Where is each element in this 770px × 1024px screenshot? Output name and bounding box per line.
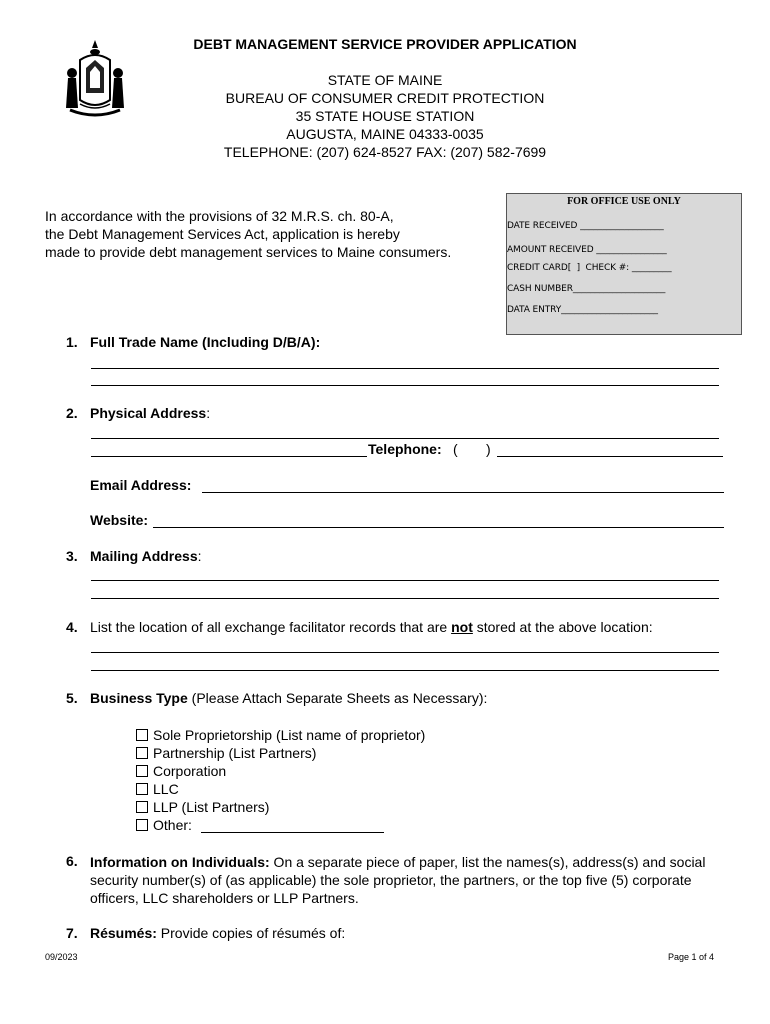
- item-5-number: 5.: [66, 690, 78, 706]
- agency-block: [150, 71, 620, 161]
- agency-line: BUREAU OF CONSUMER CREDIT PROTECTION: [225, 90, 545, 106]
- agency-line: AUGUSTA, MAINE 04333-0035: [286, 126, 484, 142]
- option-corporation[interactable]: [136, 762, 226, 780]
- item-5-label: [90, 690, 487, 706]
- resumes-text: Provide copies of résumés of:: [156, 925, 346, 941]
- colon: :: [206, 405, 211, 421]
- checkbox-icon[interactable]: [136, 801, 148, 813]
- intro-line: In accordance with the provisions of 32 M.R.S. ch. 80-A,: [45, 208, 394, 224]
- item-4-emphasis: not: [451, 619, 473, 635]
- intro-paragraph: [45, 207, 490, 261]
- option-partnership[interactable]: [136, 744, 316, 762]
- website-line[interactable]: [153, 527, 724, 528]
- colon: :: [197, 548, 202, 564]
- option-label: Partnership (List Partners): [153, 745, 317, 761]
- trade-name-line-1[interactable]: [91, 368, 719, 369]
- option-llp[interactable]: [136, 798, 269, 816]
- individuals-label: Information on Individuals:: [90, 854, 270, 870]
- footer-page-number: Page 1 of 4: [668, 952, 715, 962]
- website-label: Website:: [90, 512, 149, 528]
- office-amount-received[interactable]: AMOUNT RECEIVED ________________: [507, 245, 667, 255]
- office-date-received[interactable]: DATE RECEIVED ___________________: [507, 221, 664, 231]
- option-llc[interactable]: [136, 780, 179, 798]
- business-type-note: (Please Attach Separate Sheets as Necessary):: [187, 690, 488, 706]
- option-sole-proprietorship[interactable]: [136, 726, 425, 744]
- email-line[interactable]: [202, 492, 724, 493]
- intro-line: made to provide debt management services to Maine consumers.: [45, 244, 452, 260]
- option-label: LLC: [153, 781, 179, 797]
- telephone-line[interactable]: [497, 456, 723, 457]
- intro-line: the Debt Management Services Act, application is hereby: [45, 226, 400, 242]
- email-label: Email Address:: [90, 477, 192, 493]
- option-label: LLP (List Partners): [153, 799, 270, 815]
- item-6-number: 6.: [66, 853, 78, 869]
- telephone-label: Telephone:: [368, 441, 442, 457]
- agency-line: TELEPHONE: (207) 624-8527 FAX: (207) 582-7699: [223, 144, 547, 160]
- office-data-entry[interactable]: DATA ENTRY______________________: [507, 305, 658, 315]
- option-label: Other:: [153, 817, 192, 833]
- office-use-box: [506, 193, 742, 335]
- physical-address-label: Physical Address: [90, 405, 207, 421]
- office-cash-number[interactable]: CASH NUMBER_____________________: [507, 284, 666, 294]
- item-4-text-after: stored at the above location:: [472, 619, 653, 635]
- mailing-address-label: Mailing Address: [90, 548, 198, 564]
- option-other[interactable]: [136, 816, 192, 834]
- checkbox-icon[interactable]: [136, 783, 148, 795]
- item-2-number: 2.: [66, 405, 78, 421]
- mailing-address-line-2[interactable]: [91, 598, 719, 599]
- office-use-title: FOR OFFICE USE ONLY: [567, 196, 681, 207]
- item-7-label: [90, 925, 345, 941]
- item-1-label: Full Trade Name (Including D/B/A):: [90, 334, 321, 350]
- item-1-number: 1.: [66, 334, 78, 350]
- item-3-number: 3.: [66, 548, 78, 564]
- state-seal-icon: [60, 38, 130, 120]
- form-title: DEBT MANAGEMENT SERVICE PROVIDER APPLICATION: [193, 36, 577, 52]
- individuals-text: On a separate piece of paper, list the names(s), address(s) and social security number(s) of (as applicable) the sole proprietor, the partners, or the top five (5) corporate officers, LLC shareholders or LLP Partners.: [90, 854, 706, 906]
- checkbox-icon[interactable]: [136, 819, 148, 831]
- option-label: Corporation: [153, 763, 227, 779]
- item-2-label: [90, 405, 210, 421]
- business-type-label: Business Type: [90, 690, 188, 706]
- checkbox-icon[interactable]: [136, 747, 148, 759]
- mailing-address-line-1[interactable]: [91, 580, 719, 581]
- agency-line: STATE OF MAINE: [327, 72, 443, 88]
- records-location-line-1[interactable]: [91, 652, 719, 653]
- physical-address-line-2[interactable]: [91, 456, 367, 457]
- resumes-label: Résumés:: [90, 925, 157, 941]
- telephone-paren-open: (: [453, 441, 458, 457]
- item-6-paragraph: [90, 853, 730, 907]
- physical-address-line-1[interactable]: [91, 438, 719, 439]
- trade-name-line-2[interactable]: [91, 385, 719, 386]
- office-payment-method[interactable]: CREDIT CARD[ ] CHECK #: _________: [507, 263, 672, 273]
- item-4-text: [90, 619, 653, 635]
- footer-date: 09/2023: [45, 952, 78, 962]
- agency-line: 35 STATE HOUSE STATION: [295, 108, 475, 124]
- records-location-line-2[interactable]: [91, 670, 719, 671]
- item-4-number: 4.: [66, 619, 78, 635]
- telephone-paren-close: ): [486, 441, 491, 457]
- checkbox-icon[interactable]: [136, 729, 148, 741]
- other-business-type-line[interactable]: [201, 832, 384, 833]
- checkbox-icon[interactable]: [136, 765, 148, 777]
- item-4-text-before: List the location of all exchange facilitator records that are: [90, 619, 452, 635]
- option-label: Sole Proprietorship (List name of proprietor): [153, 727, 426, 743]
- item-7-number: 7.: [66, 925, 78, 941]
- item-3-label: [90, 548, 202, 564]
